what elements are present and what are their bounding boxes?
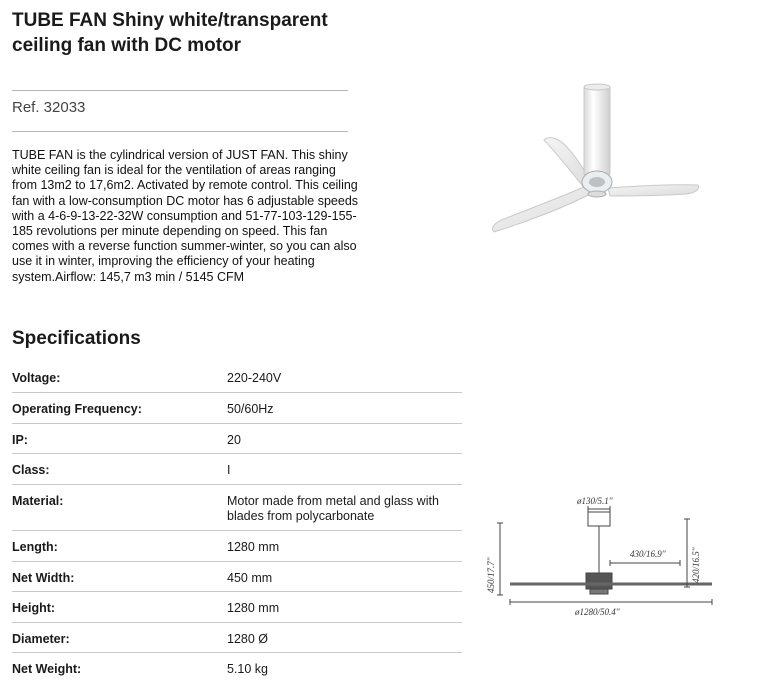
right-height-label: 420/16.5'' <box>691 547 701 583</box>
spec-label: Diameter: <box>12 632 70 646</box>
overall-diameter-label: ø1280/50.4'' <box>575 607 620 617</box>
spec-row-net-width <box>12 562 462 592</box>
spec-row-voltage <box>12 362 462 393</box>
specifications-table <box>12 362 462 684</box>
spec-row-frequency <box>12 393 462 424</box>
spec-label: Voltage: <box>12 371 61 385</box>
left-height-label: 450/17.7'' <box>486 557 496 593</box>
spec-value: I <box>227 463 231 477</box>
spec-value: 220-240V <box>227 371 282 385</box>
spec-row-net-weight <box>12 653 462 684</box>
spec-label: Operating Frequency: <box>12 402 142 416</box>
product-title: TUBE FAN Shiny white/transparent ceiling fan with DC motor <box>12 10 328 56</box>
title-divider <box>12 90 348 91</box>
blade-length-label: 430/16.9'' <box>630 549 666 559</box>
spec-row-ip <box>12 424 462 454</box>
spec-value: Motor made from metal and glass with blades from polycarbonate <box>227 494 439 523</box>
product-reference: Ref. 32033 <box>12 99 86 116</box>
spec-label: Material: <box>12 494 64 508</box>
reference-divider <box>12 131 348 132</box>
spec-row-material <box>12 485 462 531</box>
spec-label: Length: <box>12 540 58 554</box>
spec-label: IP: <box>12 433 28 447</box>
spec-label: Net Width: <box>12 571 75 585</box>
spec-row-diameter <box>12 623 462 653</box>
product-description: TUBE FAN is the cylindrical version of JUST FAN. This shiny white ceiling fan is ideal for the ventilation of areas ranging from 13m2 to 17,6m2. Activated by remote control. This ceiling fan with a low-consumption DC motor has 6 adjustable speeds with a 4-6-9-13-22-32W consumption and 51-77-103-129-155-185 revolutions per minute depending on speed. This fan comes with a reverse function summer-winter, so you can also use it in winter, improving the efficiency of your heating system.Airflow: 145,7 m3 min / 5145 CFM <box>12 148 359 284</box>
top-diameter-label: ø130/5.1'' <box>577 496 613 506</box>
spec-value: 1280 mm <box>227 601 280 615</box>
spec-row-class <box>12 454 462 485</box>
spec-value: 50/60Hz <box>227 402 274 416</box>
spec-row-height <box>12 592 462 623</box>
spec-value: 1280 mm <box>227 540 280 554</box>
specifications-heading: Specifications <box>12 328 141 349</box>
spec-label: Height: <box>12 601 56 615</box>
product-image <box>486 82 736 242</box>
spec-value: 20 <box>227 433 241 447</box>
spec-row-length <box>12 531 462 562</box>
spec-value: 450 mm <box>227 571 273 585</box>
dimension-drawing <box>480 495 720 620</box>
spec-value: 5.10 kg <box>227 662 269 676</box>
spec-label: Class: <box>12 463 50 477</box>
spec-label: Net Weight: <box>12 662 82 676</box>
spec-value: 1280 Ø <box>227 632 269 646</box>
